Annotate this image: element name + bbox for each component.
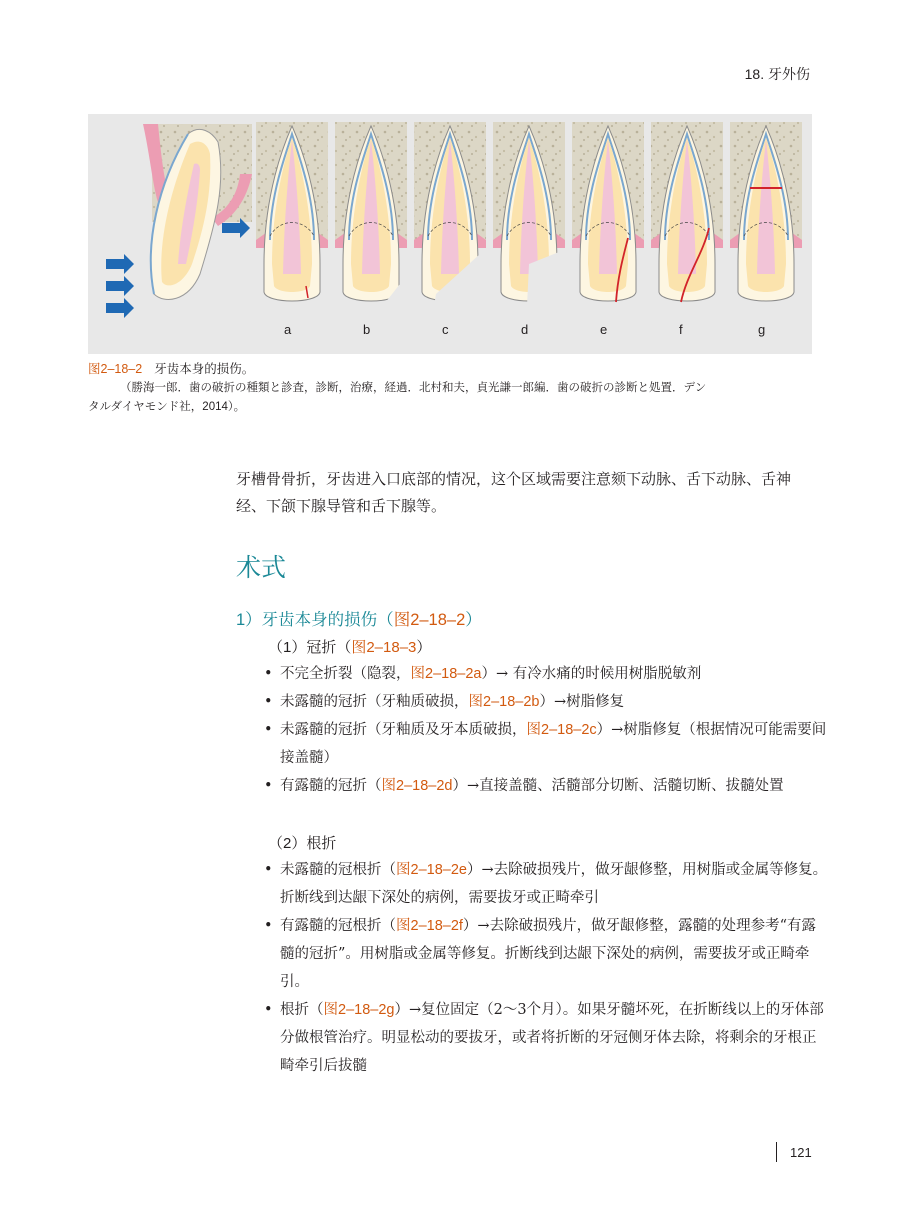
arrow-icon — [106, 276, 134, 296]
panel-label: c — [442, 322, 449, 337]
intro-paragraph: 牙槽骨骨折，牙齿进入口底部的情况，这个区域需要注意颏下动脉、舌下动脉、舌神经、下颌下腺导管和舌下腺等。 — [236, 470, 792, 515]
tooth-c — [414, 122, 486, 306]
panel-label: g — [758, 322, 766, 337]
figure-ref: 图2–18–2e — [396, 862, 467, 878]
list-item: • 未露髓的冠折（牙釉质及牙本质破损，图2–18–2c）→树脂修复（根据情况可能需要间接盖髓） — [264, 716, 830, 772]
figure-ref: 图2–18–2c — [526, 722, 597, 738]
panel-label: d — [521, 322, 529, 337]
caption-line — [88, 360, 818, 379]
chapter-header: 18. 牙外伤 — [744, 66, 810, 82]
subsection-title — [236, 606, 482, 630]
tooth-f — [651, 122, 723, 302]
caption-citation-line2: タルダイヤモンド社，2014）。 — [88, 401, 246, 413]
tooth-g — [730, 122, 802, 301]
caption-title: 牙齿本身的损伤。 — [154, 362, 255, 376]
subsection-suffix: ） — [465, 611, 482, 629]
panel-label: b — [363, 322, 371, 337]
figure-ref: 图2–18–2b — [468, 694, 540, 710]
figure-ref: 图2–18–2a — [410, 666, 482, 682]
caption-figure-number: 图2–18–2 — [88, 362, 143, 376]
figure-caption — [88, 360, 818, 417]
figure-panel-labels — [284, 322, 765, 337]
tooth-d — [493, 122, 565, 306]
crown-fracture-heading: （1）冠折（图2–18–3） — [268, 639, 432, 656]
figure-tooth-fractures — [88, 114, 812, 354]
list-item: • 不完全折裂（隐裂，图2–18–2a）→ 有冷水痛的时候用树脂脱敏剂 — [264, 660, 830, 688]
figure-ref: 图2–18–2d — [381, 778, 453, 794]
tooth-e — [572, 122, 644, 302]
section-title: 术式 — [236, 554, 287, 582]
panel-label: f — [679, 322, 683, 337]
tooth-a — [256, 122, 328, 301]
figure-ref: 图2–18–2g — [323, 1002, 395, 1018]
list-item: • 根折（图2–18–2g）→复位固定（2～3个月）。如果牙髓坏死，在折断线以上的牙体部分做根管治疗。明显松动的要拔牙，或者将折断的牙冠侧牙体去除，将剩余的牙根正畸牵引后拔髓 — [264, 996, 830, 1080]
crown-fracture-figure-ref: 图2–18–3 — [351, 639, 417, 656]
list-item: • 有露髓的冠根折（图2–18–2f）→去除破损残片，做牙龈修整，露髓的处理参考“有露髓的冠折”。用树脂或金属等修复。折断线到达龈下深处的病例，需要拔牙或正畸牵引。 — [264, 912, 830, 996]
tooth-b — [335, 122, 407, 303]
list-item: • 未露髓的冠根折（图2–18–2e）→去除破损残片，做牙龈修整，用树脂或金属等修复。折断线到达龈下深处的病例，需要拔牙或正畸牵引 — [264, 856, 830, 912]
root-fracture-heading: （2）根折 — [268, 835, 337, 852]
page-divider — [776, 1142, 777, 1162]
figure-ref: 图2–18–2f — [396, 918, 463, 934]
list-item: • 有露髓的冠折（图2–18–2d）→直接盖髓、活髓部分切断、活髓切断、拔髓处置 — [264, 772, 830, 800]
panel-label: e — [600, 322, 608, 337]
arrow-icon — [106, 254, 134, 274]
arrow-icon — [106, 298, 134, 318]
list-item: • 未露髓的冠折（牙釉质破损，图2–18–2b）→树脂修复 — [264, 688, 830, 716]
page-number: 121 — [790, 1145, 812, 1160]
side-view-tooth — [143, 124, 252, 299]
panel-label: a — [284, 322, 292, 337]
subsection-prefix: 1）牙齿本身的损伤（ — [236, 611, 394, 629]
caption-citation-line1: （勝海一郎．歯の破折の種類と診査，診断，治療，経過．北村和夫，貞光謙一郎編．歯の破折の診断と処置．デン — [120, 382, 707, 394]
subsection-figure-ref: 图2–18–2 — [393, 611, 466, 629]
front-view-teeth — [256, 122, 802, 306]
